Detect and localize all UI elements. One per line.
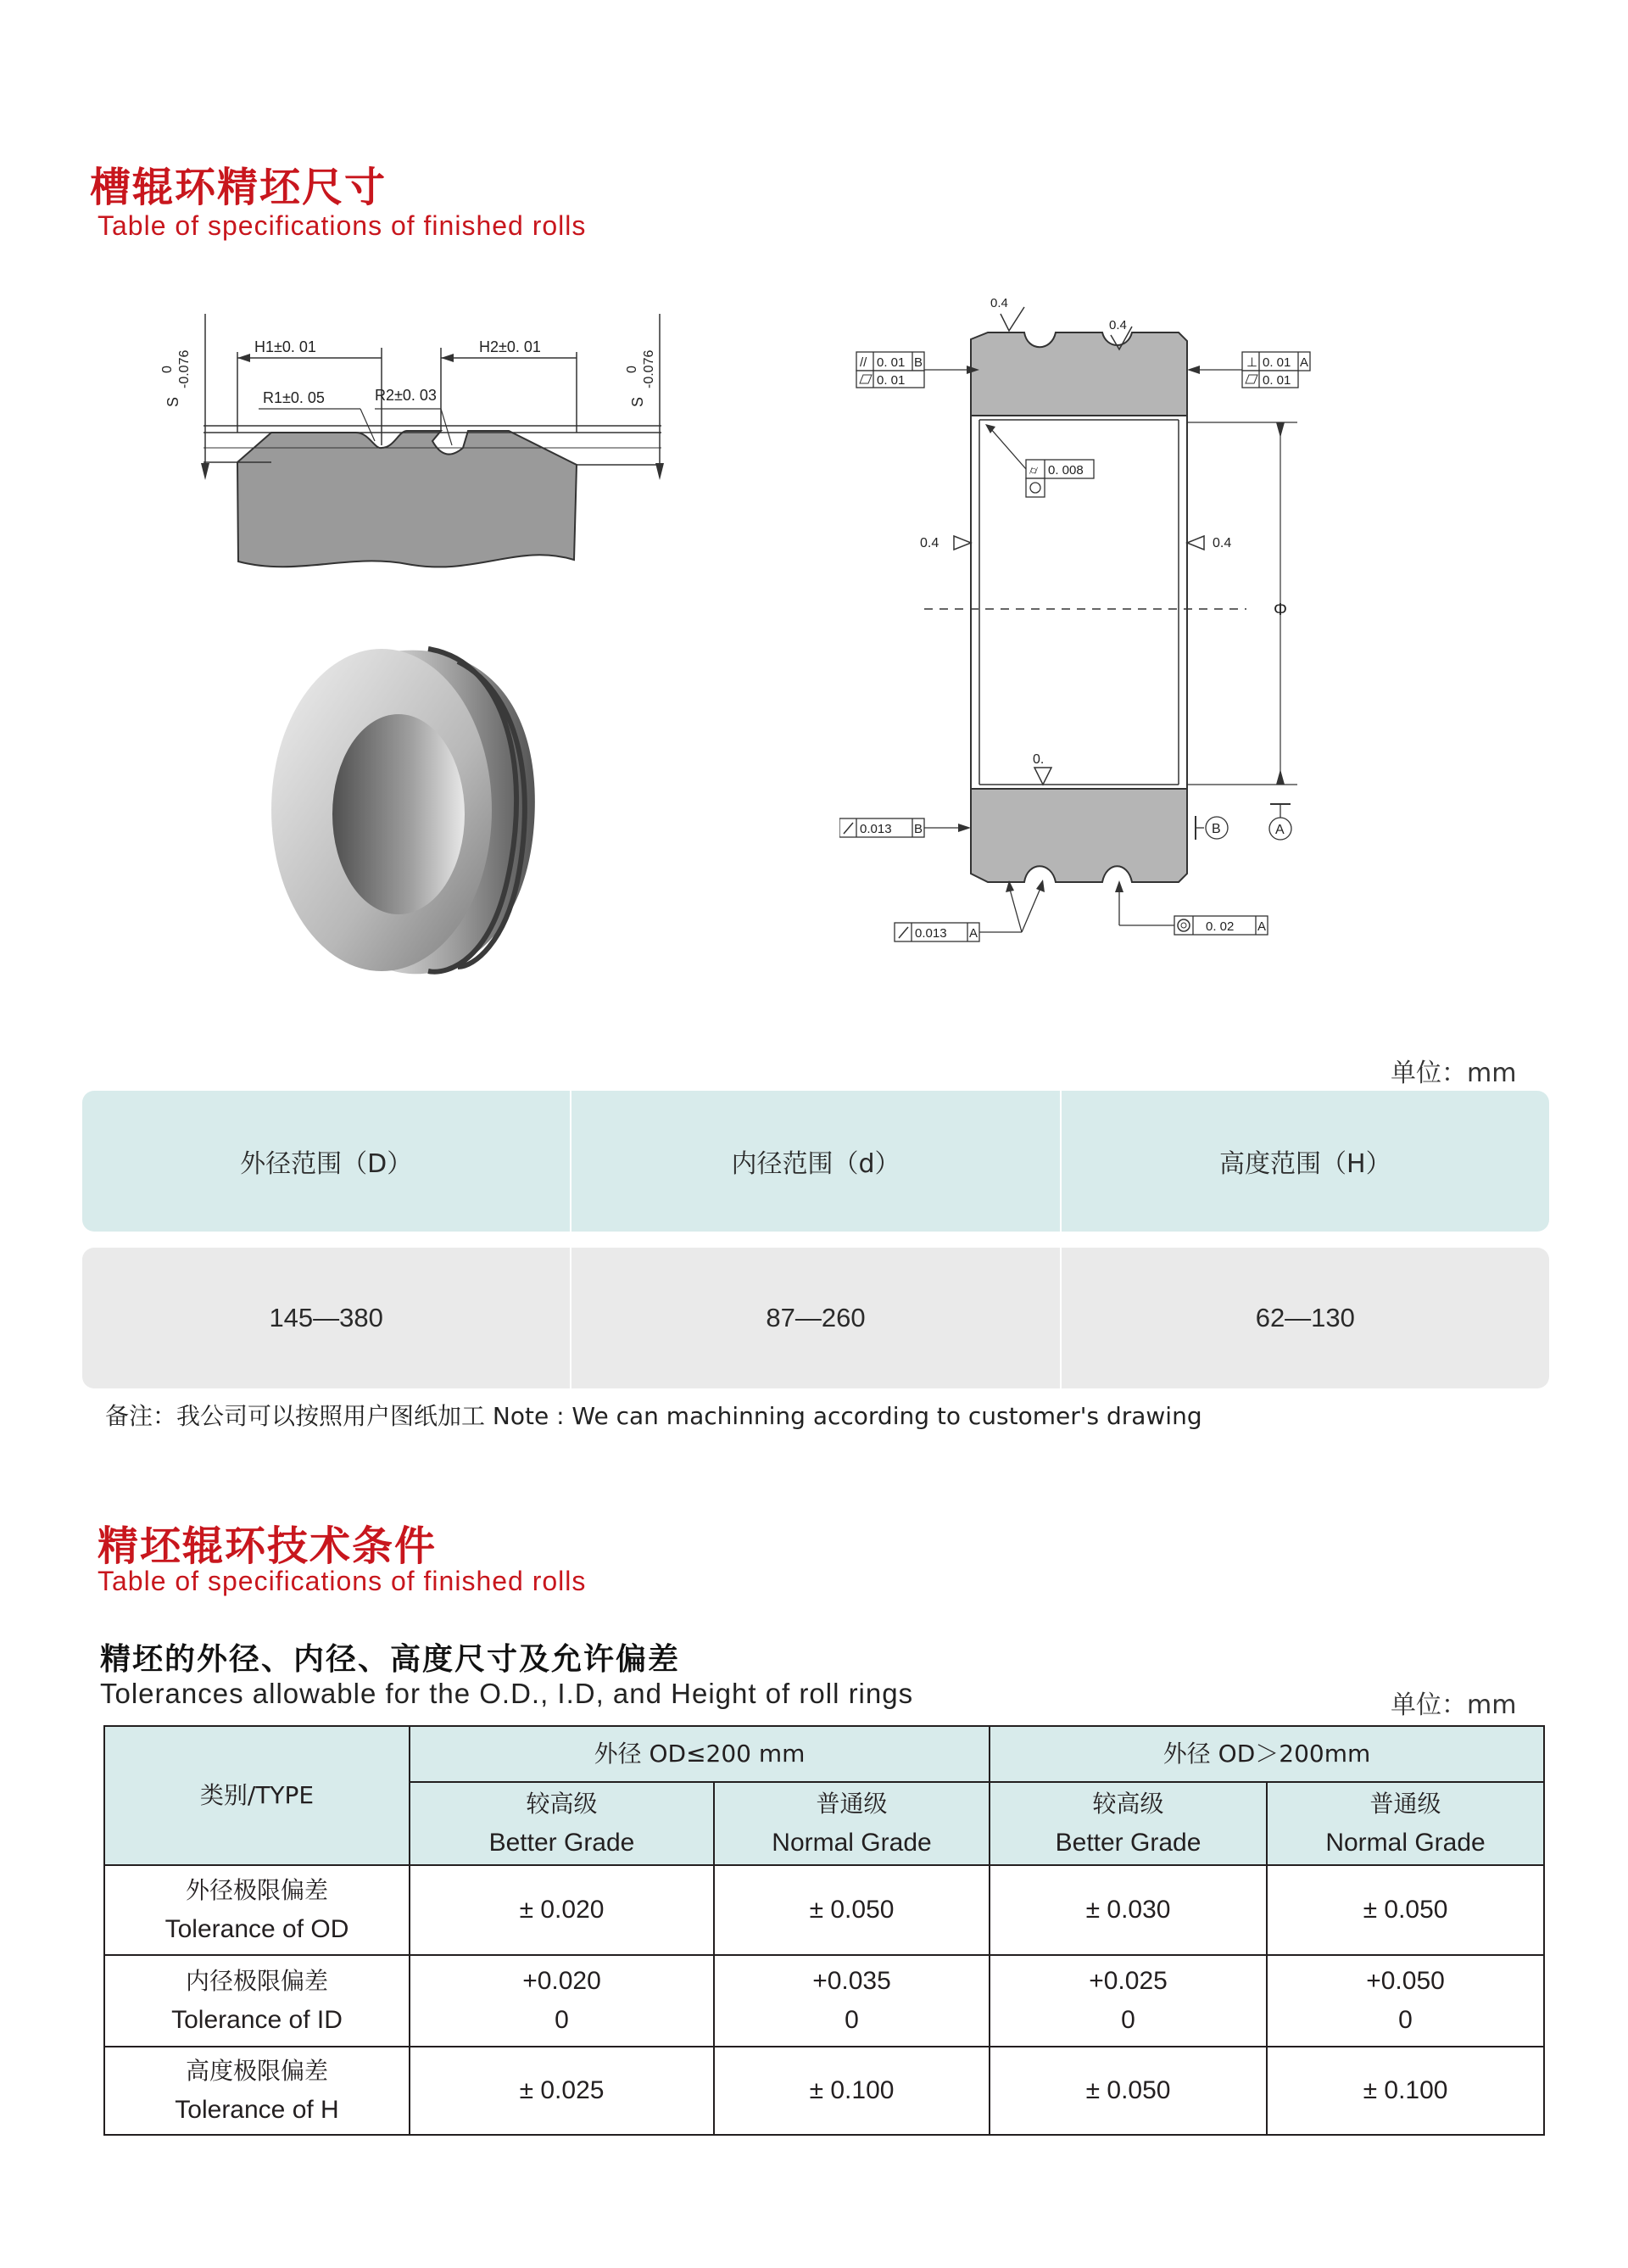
h2-dim: H2±0. 01 <box>479 338 541 355</box>
r2-dim: R2±0. 03 <box>375 387 437 404</box>
ring-bore <box>332 714 465 914</box>
gt-parallel-ref: B <box>914 355 923 370</box>
rough-left: 0.4 <box>920 536 939 550</box>
row-label <box>104 1955 410 2047</box>
type-header: 类别/TYPE <box>104 1726 410 1865</box>
row-label-en: Tolerance of H <box>175 2096 339 2124</box>
row-label-en: Tolerance of OD <box>164 1915 349 1943</box>
table-cell: ± 0.025 <box>410 2047 714 2135</box>
upper-tol: +0.050 <box>1366 1967 1445 1995</box>
drawing-note: 备注：我公司可以按照用户图纸加工 Note : We can machinning according to customer's drawing <box>105 1402 1202 1430</box>
s-tol-upper-right: 0 <box>625 366 639 373</box>
svg-text://: // <box>860 355 867 370</box>
gt-flat-right: 0. 01 <box>1263 373 1291 388</box>
rough-top2: 0.4 <box>1109 318 1127 332</box>
gt-concentric: 0. 02 <box>1206 919 1235 934</box>
grade-cn: 较高级 <box>526 1790 598 1818</box>
s-tol-lower-right: -0.076 <box>642 349 656 388</box>
svg-text:⊥: ⊥ <box>1246 355 1258 370</box>
dim-value-od: 145—380 <box>269 1303 383 1332</box>
tolerance-table <box>103 1725 1545 2136</box>
s-tol-lower-left: -0.076 <box>177 349 192 388</box>
table-cell: ± 0.100 <box>1267 2047 1544 2135</box>
section1-title-cn: 槽辊环精坯尺寸 <box>90 164 387 211</box>
rough-top1: 0.4 <box>990 296 1008 310</box>
section2-title-cn: 精坯辊环技术条件 <box>98 1522 438 1570</box>
table-cell: ± 0.050 <box>714 1865 990 1955</box>
gt-perp: 0. 01 <box>1263 355 1291 370</box>
row-label <box>104 1865 410 1955</box>
table-cell <box>990 1955 1267 2047</box>
dim-table-row <box>82 1248 1549 1388</box>
grade-header <box>990 1782 1267 1865</box>
gt-runout-a-ref: A <box>969 926 978 941</box>
upper-tol: +0.035 <box>812 1967 891 1995</box>
grade-cn: 较高级 <box>1092 1790 1164 1818</box>
lower-tol: 0 <box>1121 2006 1135 2034</box>
rough-right: 0.4 <box>1213 536 1232 550</box>
table-cell <box>1267 1955 1544 2047</box>
bottom-flange <box>971 789 1187 882</box>
top-flange <box>971 332 1187 416</box>
dim-header-height: 高度范围（H） <box>1060 1091 1549 1232</box>
dia-symbol: Φ <box>1274 601 1287 619</box>
grade-header <box>410 1782 714 1865</box>
svg-text:⌭: ⌭ <box>1029 463 1039 477</box>
grade-header <box>714 1782 990 1865</box>
grade-en: Better Grade <box>488 1829 635 1857</box>
dim-table-header <box>82 1091 1549 1232</box>
grade-header <box>1267 1782 1544 1865</box>
table-cell: ± 0.100 <box>714 2047 990 2135</box>
s-tol-right: S <box>629 396 646 407</box>
table-row <box>104 1865 1544 1955</box>
gt-concentric-ref: A <box>1257 919 1267 934</box>
upper-tol: +0.020 <box>522 1967 601 1995</box>
gt-parallel: 0. 01 <box>877 355 906 370</box>
datum-b: B <box>1212 822 1221 836</box>
group-header-od-le-200: 外径 OD≤200 mm <box>410 1726 990 1782</box>
grade-cn: 普通级 <box>1369 1790 1441 1818</box>
table-cell: ± 0.020 <box>410 1865 714 1955</box>
table-cell: ± 0.030 <box>990 1865 1267 1955</box>
rough-bottom: 0. <box>1033 752 1045 767</box>
row-label <box>104 2047 410 2135</box>
s-tol-upper-left: 0 <box>160 366 175 373</box>
dim-value-id: 87—260 <box>570 1248 1059 1388</box>
roll-ring-photo <box>254 628 560 992</box>
gt-cyl: 0. 008 <box>1048 463 1084 478</box>
dim-value-height: 62—130 <box>1060 1248 1549 1388</box>
table-cell: ± 0.050 <box>1267 1865 1544 1955</box>
h1-dim: H1±0. 01 <box>254 338 316 355</box>
s-tol-left: S <box>164 396 181 407</box>
gt-runout-b-ref: B <box>914 822 923 836</box>
datum-a: A <box>1275 823 1285 837</box>
section1-title-en: Table of specifications of finished rolls <box>98 210 587 241</box>
subsection-title-cn: 精坯的外径、内径、高度尺寸及允许偏差 <box>100 1642 681 1677</box>
r1-dim: R1±0. 05 <box>263 389 325 406</box>
profile-body <box>237 431 577 567</box>
row-label-en: Tolerance of ID <box>171 2006 343 2034</box>
gt-runout-a: 0.013 <box>915 926 947 941</box>
grade-en: Normal Grade <box>1325 1829 1486 1857</box>
table-row <box>104 2047 1544 2135</box>
table-cell: ± 0.050 <box>990 2047 1267 2135</box>
unit-label-2: 单位：mm <box>1391 1690 1517 1720</box>
section-view-drawing <box>839 288 1331 950</box>
unit-label-1: 单位：mm <box>1391 1059 1517 1088</box>
section2-title-en: Table of specifications of finished rolls <box>98 1566 587 1596</box>
table-cell <box>410 1955 714 2047</box>
lower-tol: 0 <box>1398 2006 1413 2034</box>
row-label-cn: 高度极限偏差 <box>185 2057 328 2085</box>
groove-profile-drawing <box>153 305 695 585</box>
table-cell <box>714 1955 990 2047</box>
dim-header-od: 外径范围（D） <box>240 1149 413 1179</box>
table-row <box>104 1955 1544 2047</box>
row-label-cn: 外径极限偏差 <box>185 1876 328 1904</box>
gt-perp-ref: A <box>1300 355 1309 370</box>
upper-tol: +0.025 <box>1089 1967 1168 1995</box>
dim-header-id: 内径范围（d） <box>570 1091 1059 1232</box>
grade-cn: 普通级 <box>816 1790 888 1818</box>
lower-tol: 0 <box>555 2006 569 2034</box>
gt-flat-left: 0. 01 <box>877 373 906 388</box>
lower-tol: 0 <box>845 2006 859 2034</box>
grade-en: Better Grade <box>1055 1829 1201 1857</box>
subsection-title-en: Tolerances allowable for the O.D., I.D, and Height of roll rings <box>100 1678 914 1709</box>
grade-en: Normal Grade <box>772 1829 932 1857</box>
group-header-od-gt-200: 外径 OD＞200mm <box>990 1726 1544 1782</box>
gt-runout-b: 0.013 <box>860 822 892 836</box>
row-label-cn: 内径极限偏差 <box>185 1967 328 1995</box>
